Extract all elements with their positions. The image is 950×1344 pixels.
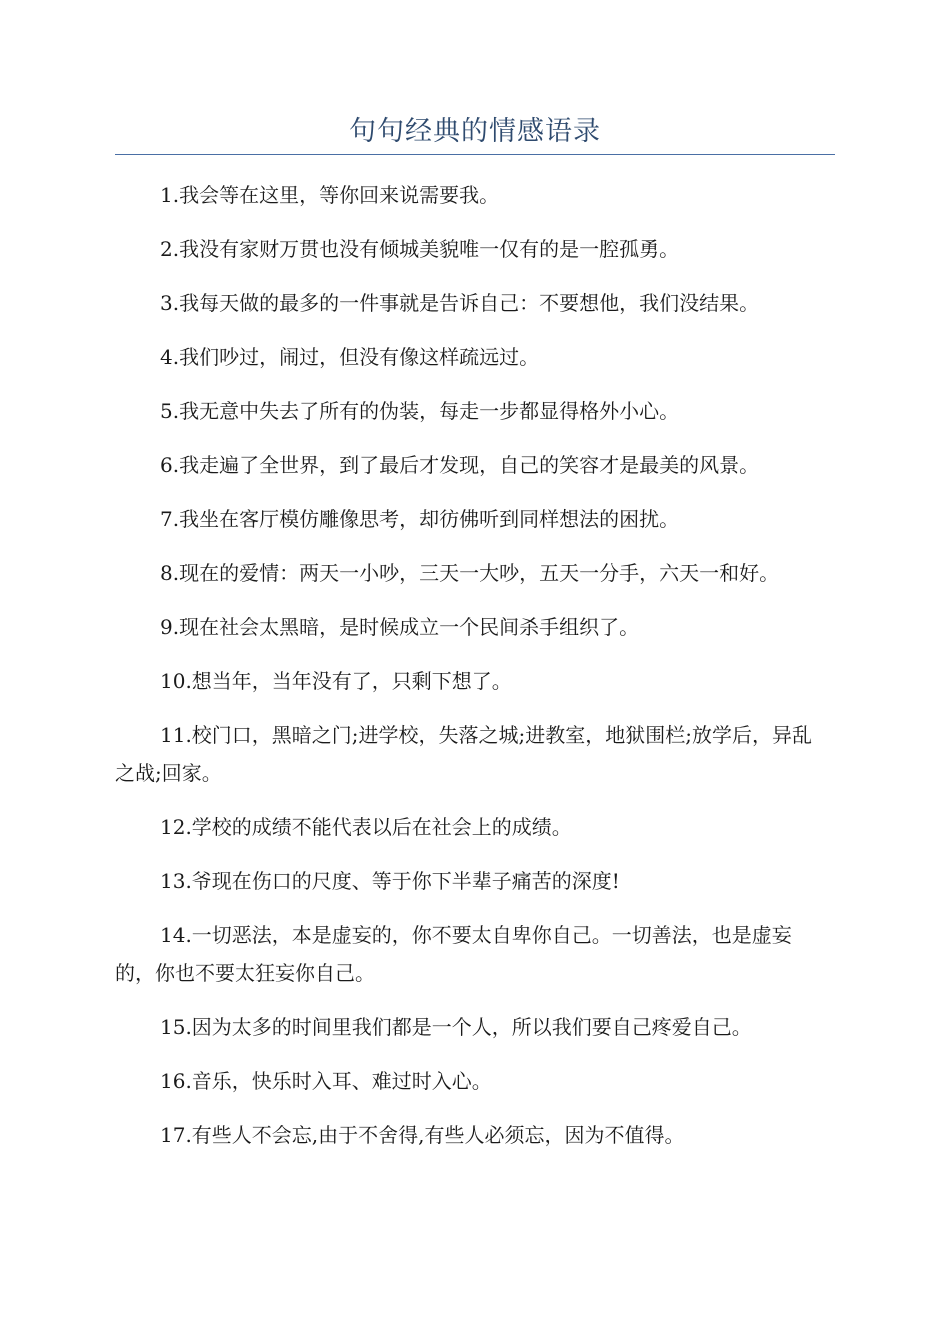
list-item: 14.一切恶法，本是虚妄的，你不要太自卑你自己。一切善法，也是虚妄的，你也不要太狂妄你自己。	[115, 923, 792, 985]
list-item: 4.我们吵过，闹过，但没有像这样疏远过。	[160, 345, 540, 369]
page-title: 句句经典的情感语录	[349, 116, 601, 147]
list-item: 11.校门口，黑暗之门;进学校，失落之城;进教室，地狱围栏;放学后，异乱之战;回家。	[115, 723, 813, 785]
list-item: 10.想当年，当年没有了，只剩下想了。	[160, 669, 512, 693]
list-item: 2.我没有家财万贯也没有倾城美貌唯一仅有的是一腔孤勇。	[160, 237, 680, 261]
list-item: 1.我会等在这里，等你回来说需要我。	[160, 183, 500, 207]
list-item: 3.我每天做的最多的一件事就是告诉自己：不要想他，我们没结果。	[160, 291, 760, 315]
list-item: 7.我坐在客厅模仿雕像思考，却彷佛听到同样想法的困扰。	[160, 507, 680, 531]
title-underline	[115, 154, 835, 155]
list-item: 13.爷现在伤口的尺度、等于你下半辈子痛苦的深度!	[160, 869, 620, 893]
quote-list	[115, 176, 827, 1170]
list-item: 15.因为太多的时间里我们都是一个人，所以我们要自己疼爱自己。	[160, 1015, 752, 1039]
list-item: 9.现在社会太黑暗，是时候成立一个民间杀手组织了。	[160, 615, 640, 639]
list-item: 16.音乐，快乐时入耳、难过时入心。	[160, 1069, 492, 1093]
list-item: 8.现在的爱情：两天一小吵，三天一大吵，五天一分手，六天一和好。	[160, 561, 780, 585]
list-item: 17.有些人不会忘,由于不舍得,有些人必须忘，因为不值得。	[160, 1123, 685, 1147]
list-item: 5.我无意中失去了所有的伪装，每走一步都显得格外小心。	[160, 399, 680, 423]
list-item: 6.我走遍了全世界，到了最后才发现，自己的笑容才是最美的风景。	[160, 453, 760, 477]
list-item: 12.学校的成绩不能代表以后在社会上的成绩。	[160, 815, 572, 839]
